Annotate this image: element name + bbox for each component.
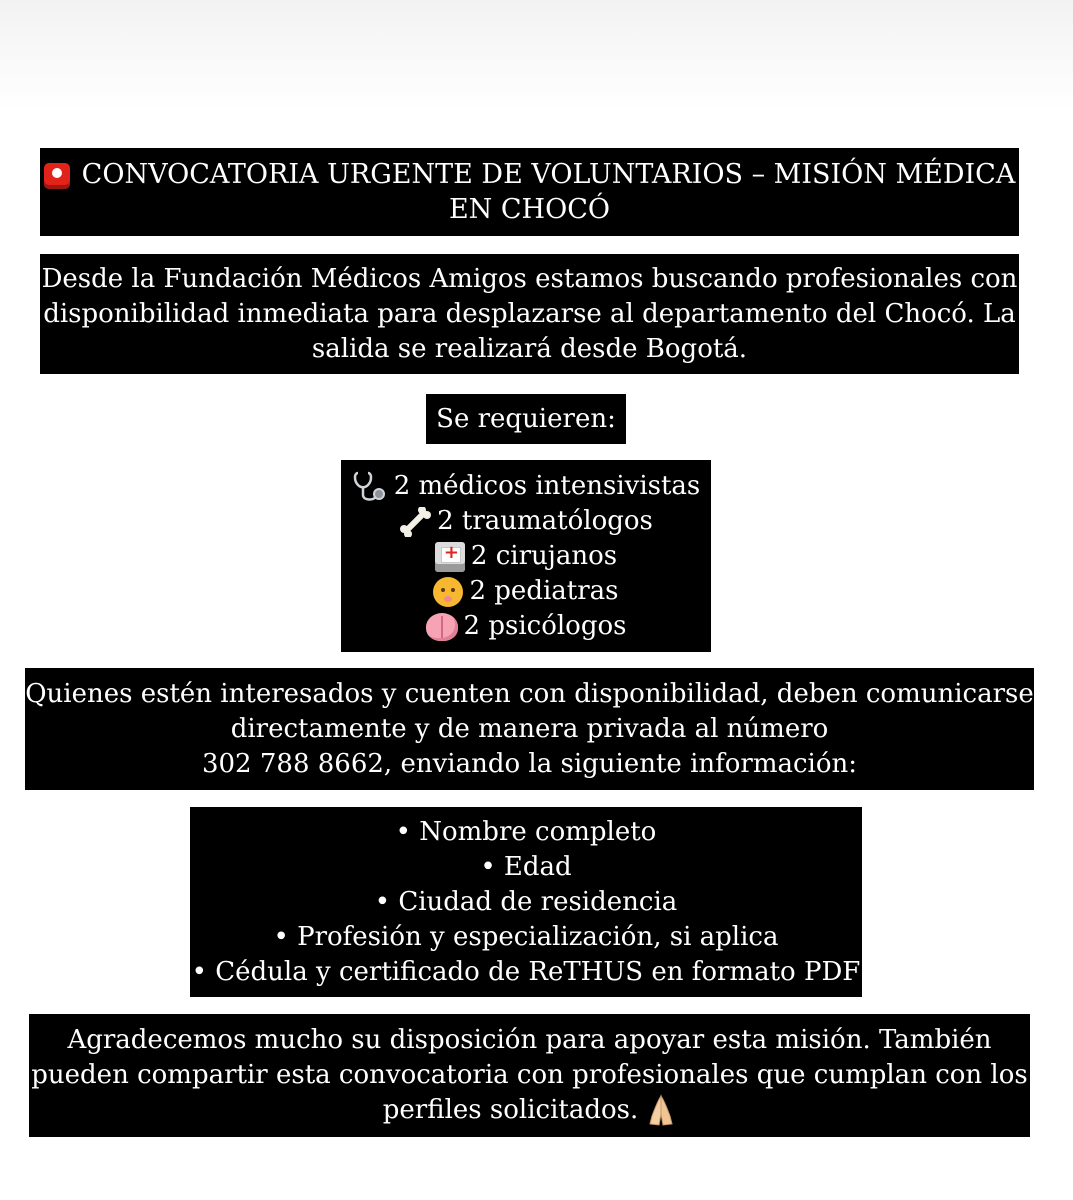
list-item: • Ciudad de residencia [374,886,678,917]
intro-line-3: salida se realizará desde Bogotá. [311,333,748,364]
thanks-block [29,1014,1030,1137]
hospital-icon [435,542,465,572]
role-item [433,574,618,609]
intro-block [40,254,1019,374]
list-item: • Profesión y especialización, si aplica [273,921,779,952]
list-item: • Cédula y certificado de ReTHUS en formato PDF [191,956,861,987]
title-line-1 [44,157,1016,192]
contact-line-1: Quienes estén interesados y cuenten con disponibilidad, deben comunicarse [25,678,1034,709]
role-item [435,539,617,574]
role-item [399,504,653,539]
title-banner [40,148,1019,236]
intro-line-2: disponibilidad inmediata para desplazarse al departamento del Chocó. La [43,298,1016,329]
role-text: 2 psicólogos [463,610,627,641]
requirements-heading-text: Se requieren: [436,403,616,434]
thanks-line-1: Agradecemos mucho su disposición para apoyar esta misión. También [67,1025,992,1055]
role-text: 2 pediatras [469,575,619,606]
baby-icon [433,577,463,607]
contact-line-2: directamente y de manera privada al número [230,713,829,744]
stethoscope-icon [352,471,388,503]
role-text: 2 médicos intensivistas [393,470,701,501]
list-item: • Edad [480,851,572,882]
contact-block [25,668,1034,790]
brain-icon [426,613,458,641]
roles-list [341,460,711,652]
title-line-2: EN CHOCÓ [448,194,611,225]
list-item: • Nombre completo [395,816,657,847]
bone-icon [399,507,431,537]
praying-hands-icon [646,1094,676,1128]
contact-line-3: 302 788 8662, enviando la siguiente información: [201,748,858,779]
title-text-1: CONVOCATORIA URGENTE DE VOLUNTARIOS – MISIÓN MÉDICA [81,159,1016,190]
role-item [426,609,627,644]
role-text: 2 traumatólogos [437,505,653,536]
intro-line-1: Desde la Fundación Médicos Amigos estamos buscando profesionales con [41,263,1018,294]
requirements-heading [426,394,626,444]
thanks-line-2: pueden compartir esta convocatoria con profesionales que cumplan con los [31,1060,1028,1090]
thanks-text-3: perfiles solicitados. [382,1095,639,1125]
siren-icon [44,163,70,189]
role-item [352,469,701,504]
required-info-list [190,807,862,997]
role-text: 2 cirujanos [470,540,618,571]
thanks-line-3 [383,1093,676,1128]
